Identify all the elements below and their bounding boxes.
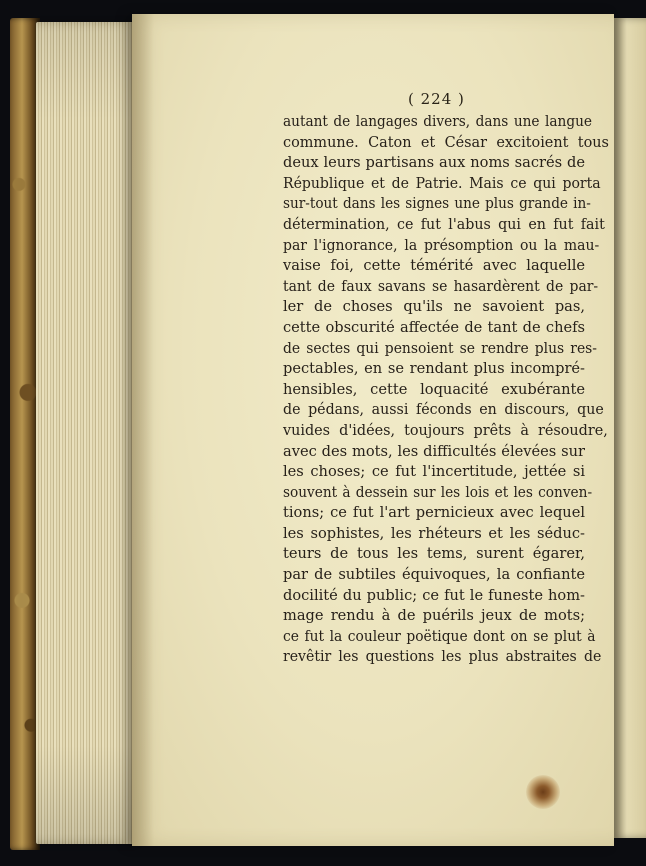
text-line: les sophistes, les rhéteurs et les séduc- [283,524,585,542]
text-line: teurs de tous les tems, surent égarer, [283,545,585,563]
text-line: de sectes qui pensoient se rendre plus res- [283,339,597,357]
text-line: souvent à dessein sur les lois et les conven- [283,483,593,501]
text-line: vaise foi, cette témérité avec laquelle [283,257,585,275]
text-line: deux leurs partisans aux noms sacrés de [283,154,585,172]
foxing-stain [526,775,560,809]
text-line: autant de langages divers, dans une langue [283,113,592,130]
text-line: revêtir les questions les plus abstraites de [283,648,602,666]
page-edges-shade [36,22,136,844]
page-number: ( 224 ) [408,90,465,108]
text-line: pectables, en se rendant plus incompré- [283,360,585,378]
text-line: République et de Patrie. Mais ce qui porta [283,174,601,192]
text-line: sur-tout dans les signes une plus grande in- [283,195,591,213]
facing-page [614,18,646,838]
text-line: par l'ignorance, la présomption ou la mau- [283,236,600,254]
text-line: tions; ce fut l'art pernicieux avec lequel [283,504,585,522]
text-line: docilité du public; ce fut le funeste hom- [283,586,585,604]
text-line: détermination, ce fut l'abus qui en fut fait [283,215,605,233]
body-text [283,112,613,668]
text-line: vuides d'idées, toujours prêts à résoudre, [283,421,608,439]
text-line: ce fut la couleur poëtique dont on se plut à [283,627,596,645]
text-line: mage rendu à de puérils jeux de mots; [283,607,585,625]
text-line: ler de choses qu'ils ne savoient pas, [283,298,585,316]
text-line: cette obscurité affectée de tant de chefs [283,318,585,336]
text-line: commune. Caton et César excitoient tous [283,133,609,151]
text-line: avec des mots, les difficultés élevées sur [283,442,585,460]
text-line: les choses; ce fut l'incertitude, jettée si [283,463,585,481]
text-line: hensibles, cette loquacité exubérante [283,380,585,398]
text-line: par de subtiles équivoques, la confiante [283,566,585,584]
text-line: de pédans, aussi féconds en discours, que [283,401,604,419]
page-gutter-shadow [132,14,154,846]
text-line: tant de faux savans se hasardèrent de par- [283,277,599,295]
